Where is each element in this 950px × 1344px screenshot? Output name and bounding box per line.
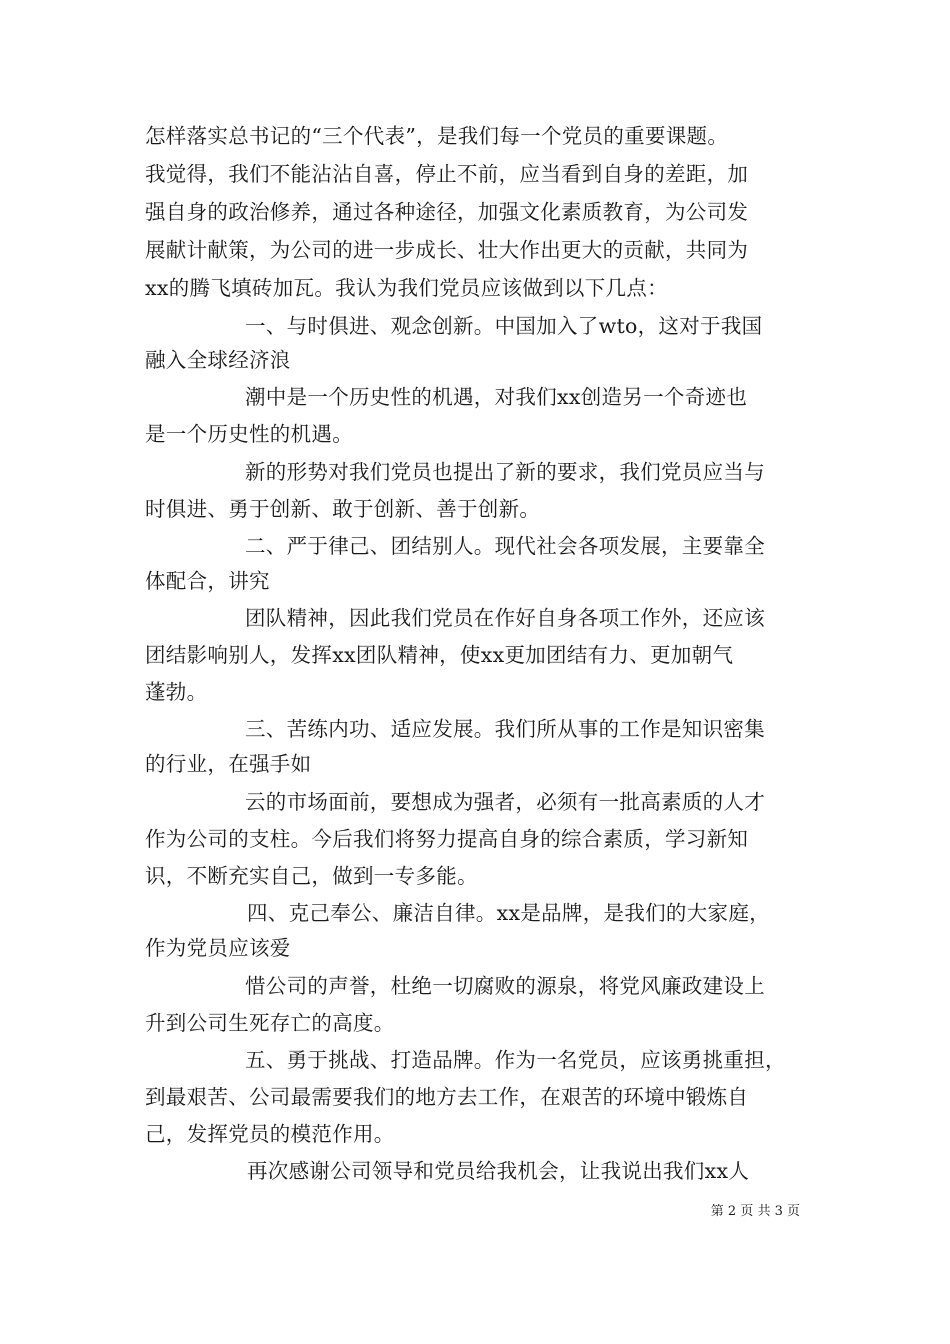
body-line: 的行业，在强手如 [145, 752, 312, 776]
body-line: 潮中是一个历史性的机遇，对我们xx创造另一个奇迹也 [245, 385, 748, 409]
body-line: 蓬勃。 [145, 680, 208, 704]
body-line: 二、严于律己、团结别人。现代社会各项发展，主要靠全 [245, 534, 765, 558]
body-line: 升到公司生死存亡的高度。 [145, 1011, 395, 1035]
body-line: 新的形势对我们党员也提出了新的要求，我们党员应当与 [245, 460, 765, 484]
body-line: 体配合，讲究 [145, 569, 270, 593]
body-line: 时俱进、勇于创新、敢于创新、善于创新。 [145, 497, 541, 521]
body-line: 作为公司的支柱。今后我们将努力提高自身的综合素质，学习新知 [145, 827, 749, 851]
body-line: 识，不断充实自己，做到一专多能。 [145, 864, 478, 888]
body-line: 融入全球经济浪 [145, 348, 291, 372]
body-line: 怎样落实总书记的“三个代表”，是我们每一个党员的重要课题。 [145, 124, 729, 148]
body-line: 展献计献策，为公司的进一步成长、壮大作出更大的贡献，共同为 [145, 238, 749, 262]
body-line: 五、勇于挑战、打造品牌。作为一名党员，应该勇挑重担， [245, 1048, 786, 1072]
body-line: 三、苦练内功、适应发展。我们所从事的工作是知识密集 [245, 717, 765, 741]
page-number: 第 2 页 共 3 页 [710, 1204, 800, 1219]
body-line: 惜公司的声誉，杜绝一切腐败的源泉，将党风廉政建设上 [245, 974, 765, 998]
body-line: 云的市场面前，要想成为强者，必须有一批高素质的人才 [245, 790, 765, 814]
body-line: 我觉得，我们不能沾沾自喜，停止不前，应当看到自身的差距，加 [145, 162, 749, 186]
body-line: 到最艰苦、公司最需要我们的地方去工作，在艰苦的环境中锻炼自 [145, 1085, 749, 1109]
body-line: 再次感谢公司领导和党员给我机会，让我说出我们xx人 [247, 1159, 750, 1183]
body-line: 己，发挥党员的模范作用。 [145, 1122, 395, 1146]
body-line: 作为党员应该爱 [145, 936, 291, 960]
body-line: 团队精神，因此我们党员在作好自身各项工作外，还应该 [245, 606, 765, 630]
body-line: 团结影响别人，发挥xx团队精神，使xx更加团结有力、更加朝气 [145, 643, 734, 667]
body-line: 强自身的政治修养，通过各种途径，加强文化素质教育，为公司发 [145, 200, 749, 224]
body-line: 是一个历史性的机遇。 [145, 422, 353, 446]
body-line: 四、克己奉公、廉洁自律。xx是品牌，是我们的大家庭， [247, 901, 770, 925]
body-line: 一、与时俱进、观念创新。中国加入了wto，这对于我国 [245, 314, 763, 338]
body-line: xx的腾飞填砖加瓦。我认为我们党员应该做到以下几点： [145, 276, 668, 300]
